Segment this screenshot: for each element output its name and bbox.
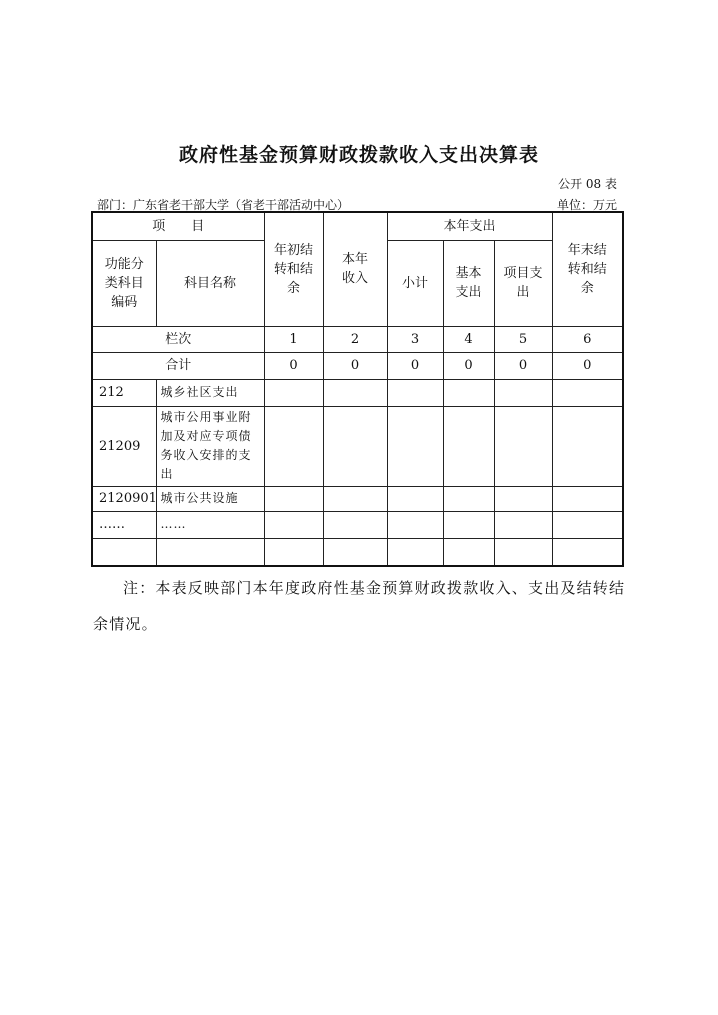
page-title: 政府性基金预算财政拨款收入支出决算表 bbox=[178, 144, 539, 166]
header-project: 项目支出 bbox=[494, 240, 552, 326]
table-code: 公开 08 表 bbox=[558, 177, 617, 191]
row-name: …… bbox=[156, 511, 264, 538]
column-num: 6 bbox=[552, 326, 623, 352]
total-row-label: 合计 bbox=[92, 352, 264, 379]
total-value: 0 bbox=[443, 352, 494, 379]
column-row-label: 栏次 bbox=[92, 326, 264, 352]
table-row bbox=[92, 486, 623, 511]
header-basic: 基本支出 bbox=[443, 240, 494, 326]
header-subtotal: 小计 bbox=[387, 240, 443, 326]
table-row bbox=[92, 406, 623, 486]
row-code: 21209 bbox=[92, 406, 156, 486]
row-name: 城市公用事业附加及对应专项债务收入安排的支出 bbox=[156, 406, 264, 486]
header-begin-balance: 年初结转和结余 bbox=[264, 212, 323, 326]
header-func-code: 功能分类科目编码 bbox=[92, 240, 156, 326]
total-value: 0 bbox=[552, 352, 623, 379]
total-value: 0 bbox=[264, 352, 323, 379]
row-name: 城乡社区支出 bbox=[156, 379, 264, 406]
department-label: 部门：广东省老干部大学（省老干部活动中心） bbox=[97, 198, 350, 212]
table-row bbox=[92, 538, 623, 566]
column-num: 2 bbox=[323, 326, 387, 352]
budget-table bbox=[91, 211, 624, 567]
row-code bbox=[92, 538, 156, 566]
header-subject-name: 科目名称 bbox=[156, 240, 264, 326]
row-name bbox=[156, 538, 264, 566]
header-expense-group: 本年支出 bbox=[387, 212, 552, 240]
row-code: 212 bbox=[92, 379, 156, 406]
total-value: 0 bbox=[323, 352, 387, 379]
row-code: 2120901 bbox=[92, 486, 156, 511]
row-code: …… bbox=[92, 511, 156, 538]
header-item: 项 目 bbox=[92, 212, 264, 240]
table-row bbox=[92, 379, 623, 406]
column-num: 5 bbox=[494, 326, 552, 352]
column-num: 3 bbox=[387, 326, 443, 352]
header-income: 本年收入 bbox=[323, 212, 387, 326]
header-end-balance: 年末结转和结余 bbox=[552, 212, 623, 326]
total-value: 0 bbox=[387, 352, 443, 379]
unit-label: 单位：万元 bbox=[556, 198, 617, 212]
column-num: 1 bbox=[264, 326, 323, 352]
row-name: 城市公共设施 bbox=[156, 486, 264, 511]
table-row bbox=[92, 511, 623, 538]
footnote: 注：本表反映部门本年度政府性基金预算财政拨款收入、支出及结转结余情况。 bbox=[93, 579, 626, 633]
column-num: 4 bbox=[443, 326, 494, 352]
total-value: 0 bbox=[494, 352, 552, 379]
